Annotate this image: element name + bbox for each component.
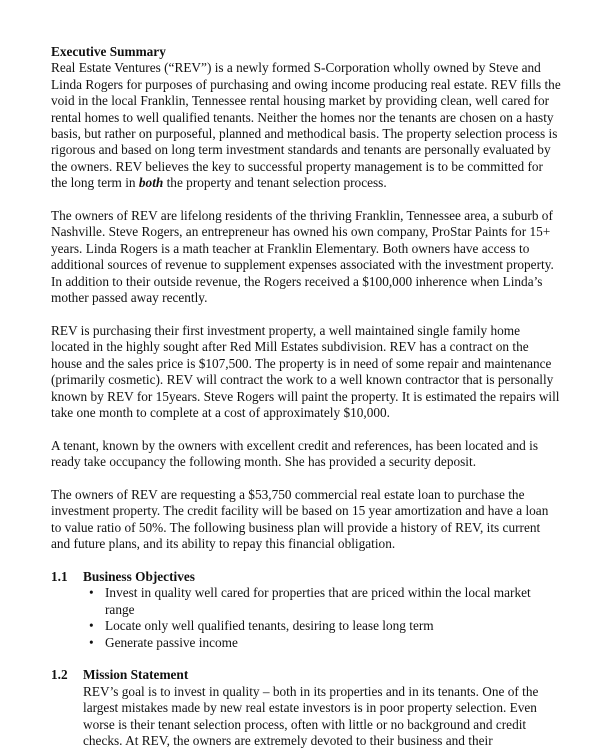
paragraph-intro-emphasis: both bbox=[138, 175, 164, 191]
paragraph-intro-text-b: the property and tenant selection process. bbox=[163, 175, 387, 191]
section-number: 1.2 bbox=[51, 667, 68, 683]
mission-statement-text: REV’s goal is to invest in quality – both in its properties and in its tenants. One of the largest mistakes made by new real estate investors is in poor property selection. Even worse is their tenant selection process, often with little or no background and credit checks. At REV, the owners are extremely devoted to their business and their bbox=[83, 683, 539, 748]
bullet-icon: • bbox=[89, 634, 94, 650]
section-title: Mission Statement bbox=[83, 667, 189, 683]
paragraph-intro bbox=[51, 60, 561, 191]
paragraph-loan-request: The owners of REV are requesting a $53,750 commercial real estate loan to purchase the investment property. The credit facility will be based on 15 year amortization and have a loan to value ratio of 50%. The following business plan will provide a history of REV, its current and future plans, and its ability to repay this financial obligation. bbox=[51, 486, 549, 552]
paragraph-owners: The owners of REV are lifelong residents of the thriving Franklin, Tennessee area, a suburb of Nashville. Steve Rogers, an entrepreneur has owned his own company, ProStar Paints for 15+ years. Linda Rogers is a math teacher at Franklin Elementary. Both owners have access to additional sources of revenue to supplement expenses associated with the investment property. In addition to their outside revenue, the Rogers received a $100,000 inherence when Linda’s mother passed away recently. bbox=[51, 208, 554, 306]
list-item bbox=[89, 585, 561, 618]
bullet-icon: • bbox=[89, 618, 94, 634]
list-item-text: Locate only well qualified tenants, desiring to lease long term bbox=[105, 618, 434, 634]
section-heading-mission-statement bbox=[51, 667, 561, 683]
document-page bbox=[51, 44, 561, 749]
section-number: 1.1 bbox=[51, 568, 68, 584]
list-item-text: Generate passive income bbox=[105, 634, 238, 650]
executive-summary-heading: Executive Summary bbox=[51, 44, 166, 59]
paragraph-property: REV is purchasing their first investment property, a well maintained single family home located in the highly sought after Red Mill Estates subdivision. REV has a contract on the house and the sales price is $107,500. The property is in need of some repair and maintenance (primarily cosmetic). REV will contract the work to a well known contractor that is personally known by REV for 15years. Steve Rogers will paint the property. It is estimated the repairs will take one month to complete at a cost of approximately $10,000. bbox=[51, 322, 560, 420]
business-objectives-list bbox=[89, 585, 561, 651]
section-title: Business Objectives bbox=[83, 568, 195, 584]
paragraph-intro-text-a: Real Estate Ventures (“REV”) is a newly formed S-Corporation wholly owned by Steve and Linda Rogers for purposes of purchasing and owing income producing real estate. REV fills the void in the local Franklin, Tennessee rental housing market by providing clean, well cared for rental homes to well qualified tenants. Neither the homes nor the tenants are chosen on a hasty basis, but rather on purposeful, planned and methodical basis. The property selection process is rigorous and based on long term investment standards and tenants are personally evaluated by the owners. REV believes the key to successful property management is to be committed for the long term in bbox=[51, 60, 561, 191]
paragraph-tenant: A tenant, known by the owners with excellent credit and references, has been located and is ready take occupancy the following month. She has provided a security deposit. bbox=[51, 437, 539, 470]
bullet-icon: • bbox=[89, 585, 94, 601]
list-item bbox=[89, 635, 561, 651]
list-item bbox=[89, 618, 561, 634]
section-heading-business-objectives bbox=[51, 569, 561, 585]
list-item-text: Invest in quality well cared for properties that are priced within the local market range bbox=[105, 585, 531, 617]
